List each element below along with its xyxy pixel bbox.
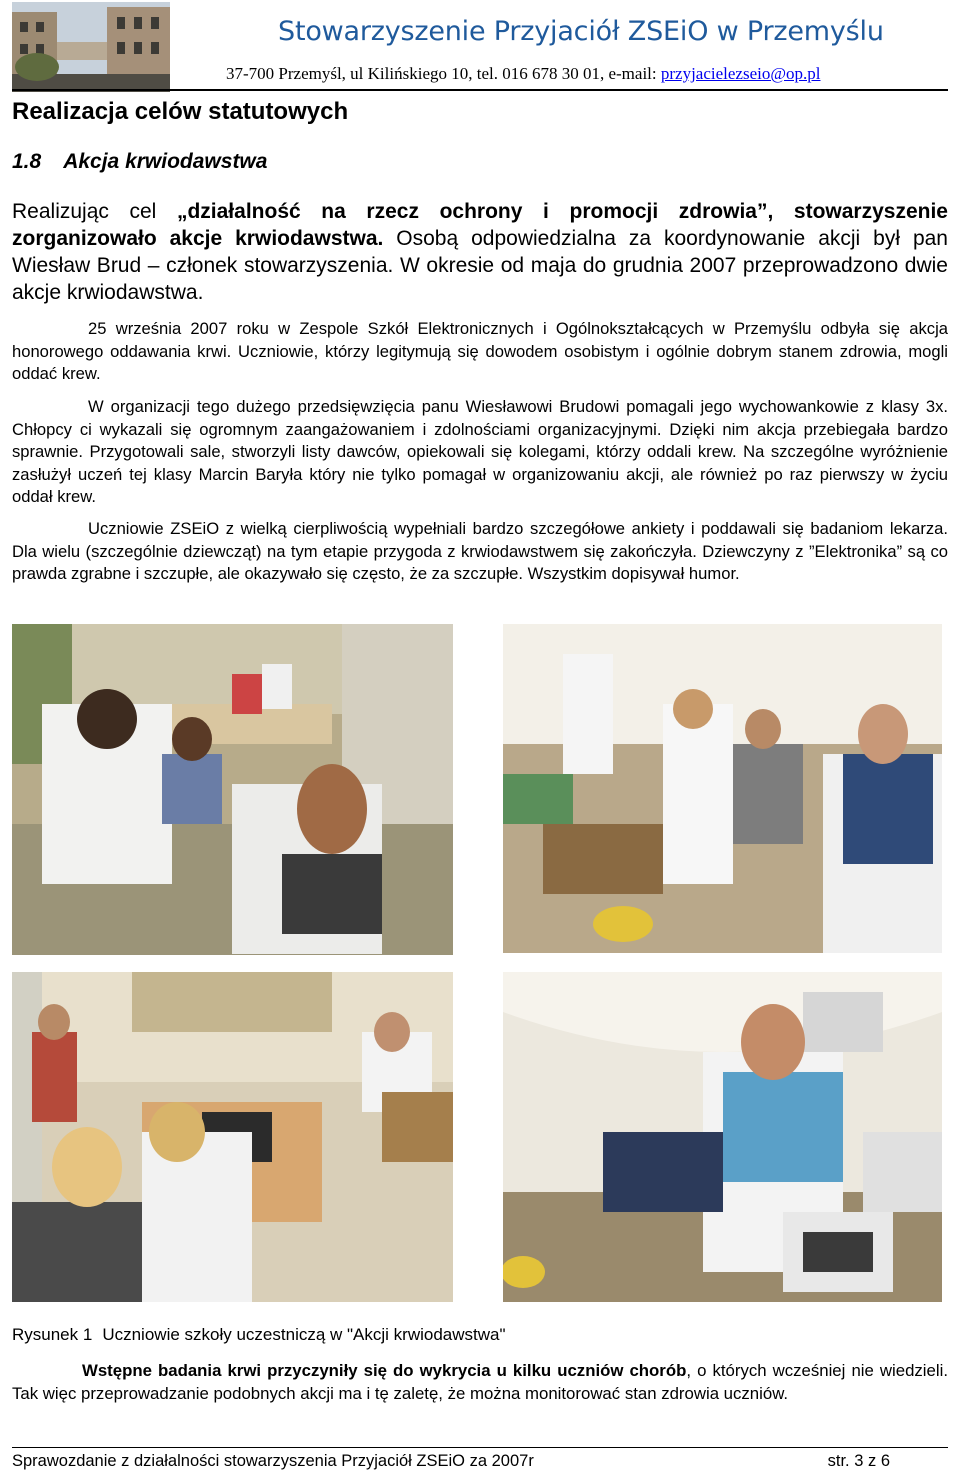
intro-bold: „działalność na rzecz ochrony i promocji zdrowia”, stowarzyszenie zorganizowało akcje krwiodawstwa. <box>12 200 948 250</box>
paragraph-1 <box>12 318 948 386</box>
paragraph-3 <box>12 518 948 586</box>
photo-blood-donation-classroom <box>12 624 453 955</box>
closing-rest: , o których wcześniej nie wiedzieli. Tak więc przeprowadzanie podobnych akcji ma i tę zaletę, że można monitorować stan zdrowia uczniów. <box>12 1361 948 1403</box>
organization-name: Stowarzyszenie Przyjaciół ZSEiO w Przemyślu <box>278 16 884 47</box>
subsection-number: 1.8 <box>12 150 42 173</box>
page-number: str. 3 z 6 <box>827 1452 890 1470</box>
paragraph-2 <box>12 396 948 509</box>
caption-text: Uczniowie szkoły uczestniczą w "Akcji krwiodawstwa" <box>102 1325 506 1344</box>
paragraph-text: Uczniowie ZSEiO z wielką cierpliwością wypełniali bardzo szczegółowe ankiety i poddawali się badaniom lekarza. Dla wielu (szczególnie dziewcząt) na tym etapie przygoda z krwiodawstwem się zakończyła. Dziewczyny z ”Elektronika” są co prawda zgrabne i szczupłe, ale okazywało się często, że za szczupłe. Wszystkim dopisywał humor. <box>12 519 948 583</box>
intro-paragraph <box>12 198 948 306</box>
caption-label: Rysunek 1 <box>12 1325 93 1344</box>
intro-rest: Osobą odpowiedzialna za koordynowanie akcji był pan Wiesław Brud – członek stowarzyszenia. W okresie od maja do grudnia 2007 przeprowadzono dwie akcje krwiodawstwa. <box>12 227 948 304</box>
figure-caption <box>12 1325 506 1345</box>
footer-title: Sprawozdanie z działalności stowarzyszenia Przyjaciół ZSEiO za 2007r <box>12 1452 534 1470</box>
subsection-heading <box>12 150 267 174</box>
subsection-title: Akcja krwiodawstwa <box>63 150 268 173</box>
photo-registration-desk <box>12 972 453 1302</box>
header-divider <box>12 89 948 91</box>
photo-donors-in-chairs <box>503 624 942 953</box>
closing-paragraph <box>12 1360 948 1405</box>
paragraph-text: 25 września 2007 roku w Zespole Szkół Elektronicznych i Ogólnokształcących w Przemyślu odbyła się akcja honorowego oddawania krwi. Uczniowie, którzy legitymują się dowodem osobistym i ogólnie dobrym stanem zdrowia, mogli oddać krew. <box>12 319 948 383</box>
school-building-photo <box>12 2 170 92</box>
closing-bold: Wstępne badania krwi przyczyniły się do wykrycia u kilku uczniów chorób <box>82 1361 687 1380</box>
email-link[interactable]: przyjacielezseio@op.pl <box>660 64 821 83</box>
photo-donor-blood-draw <box>503 972 942 1302</box>
intro-lead: Realizując cel <box>12 200 177 223</box>
organization-address <box>226 64 821 84</box>
section-title: Realizacja celów statutowych <box>12 98 349 125</box>
footer-divider <box>12 1447 948 1448</box>
paragraph-text: W organizacji tego dużego przedsięwzięcia panu Wiesławowi Brudowi pomagali jego wychowankowie z klasy 3x. Chłopcy ci wykazali się ogromnym zaangażowaniem i zdolnościami organizacyjnymi. Dzięki nim akcja przebiegała bardzo sprawnie. Przygotowali sale, stworzyli listy dawców, opiekowali się kolegami, którzy oddali krew. Na szczególne wyróżnienie zasłużył uczeń tej klasy Marcin Baryła który nie tylko pomagał w organizowaniu akcji, ale również po raz pierwszy w życiu oddał krew. <box>12 397 948 506</box>
address-text: 37-700 Przemyśl, ul Kilińskiego 10, tel. 016 678 30 01, e-mail: <box>226 64 661 83</box>
